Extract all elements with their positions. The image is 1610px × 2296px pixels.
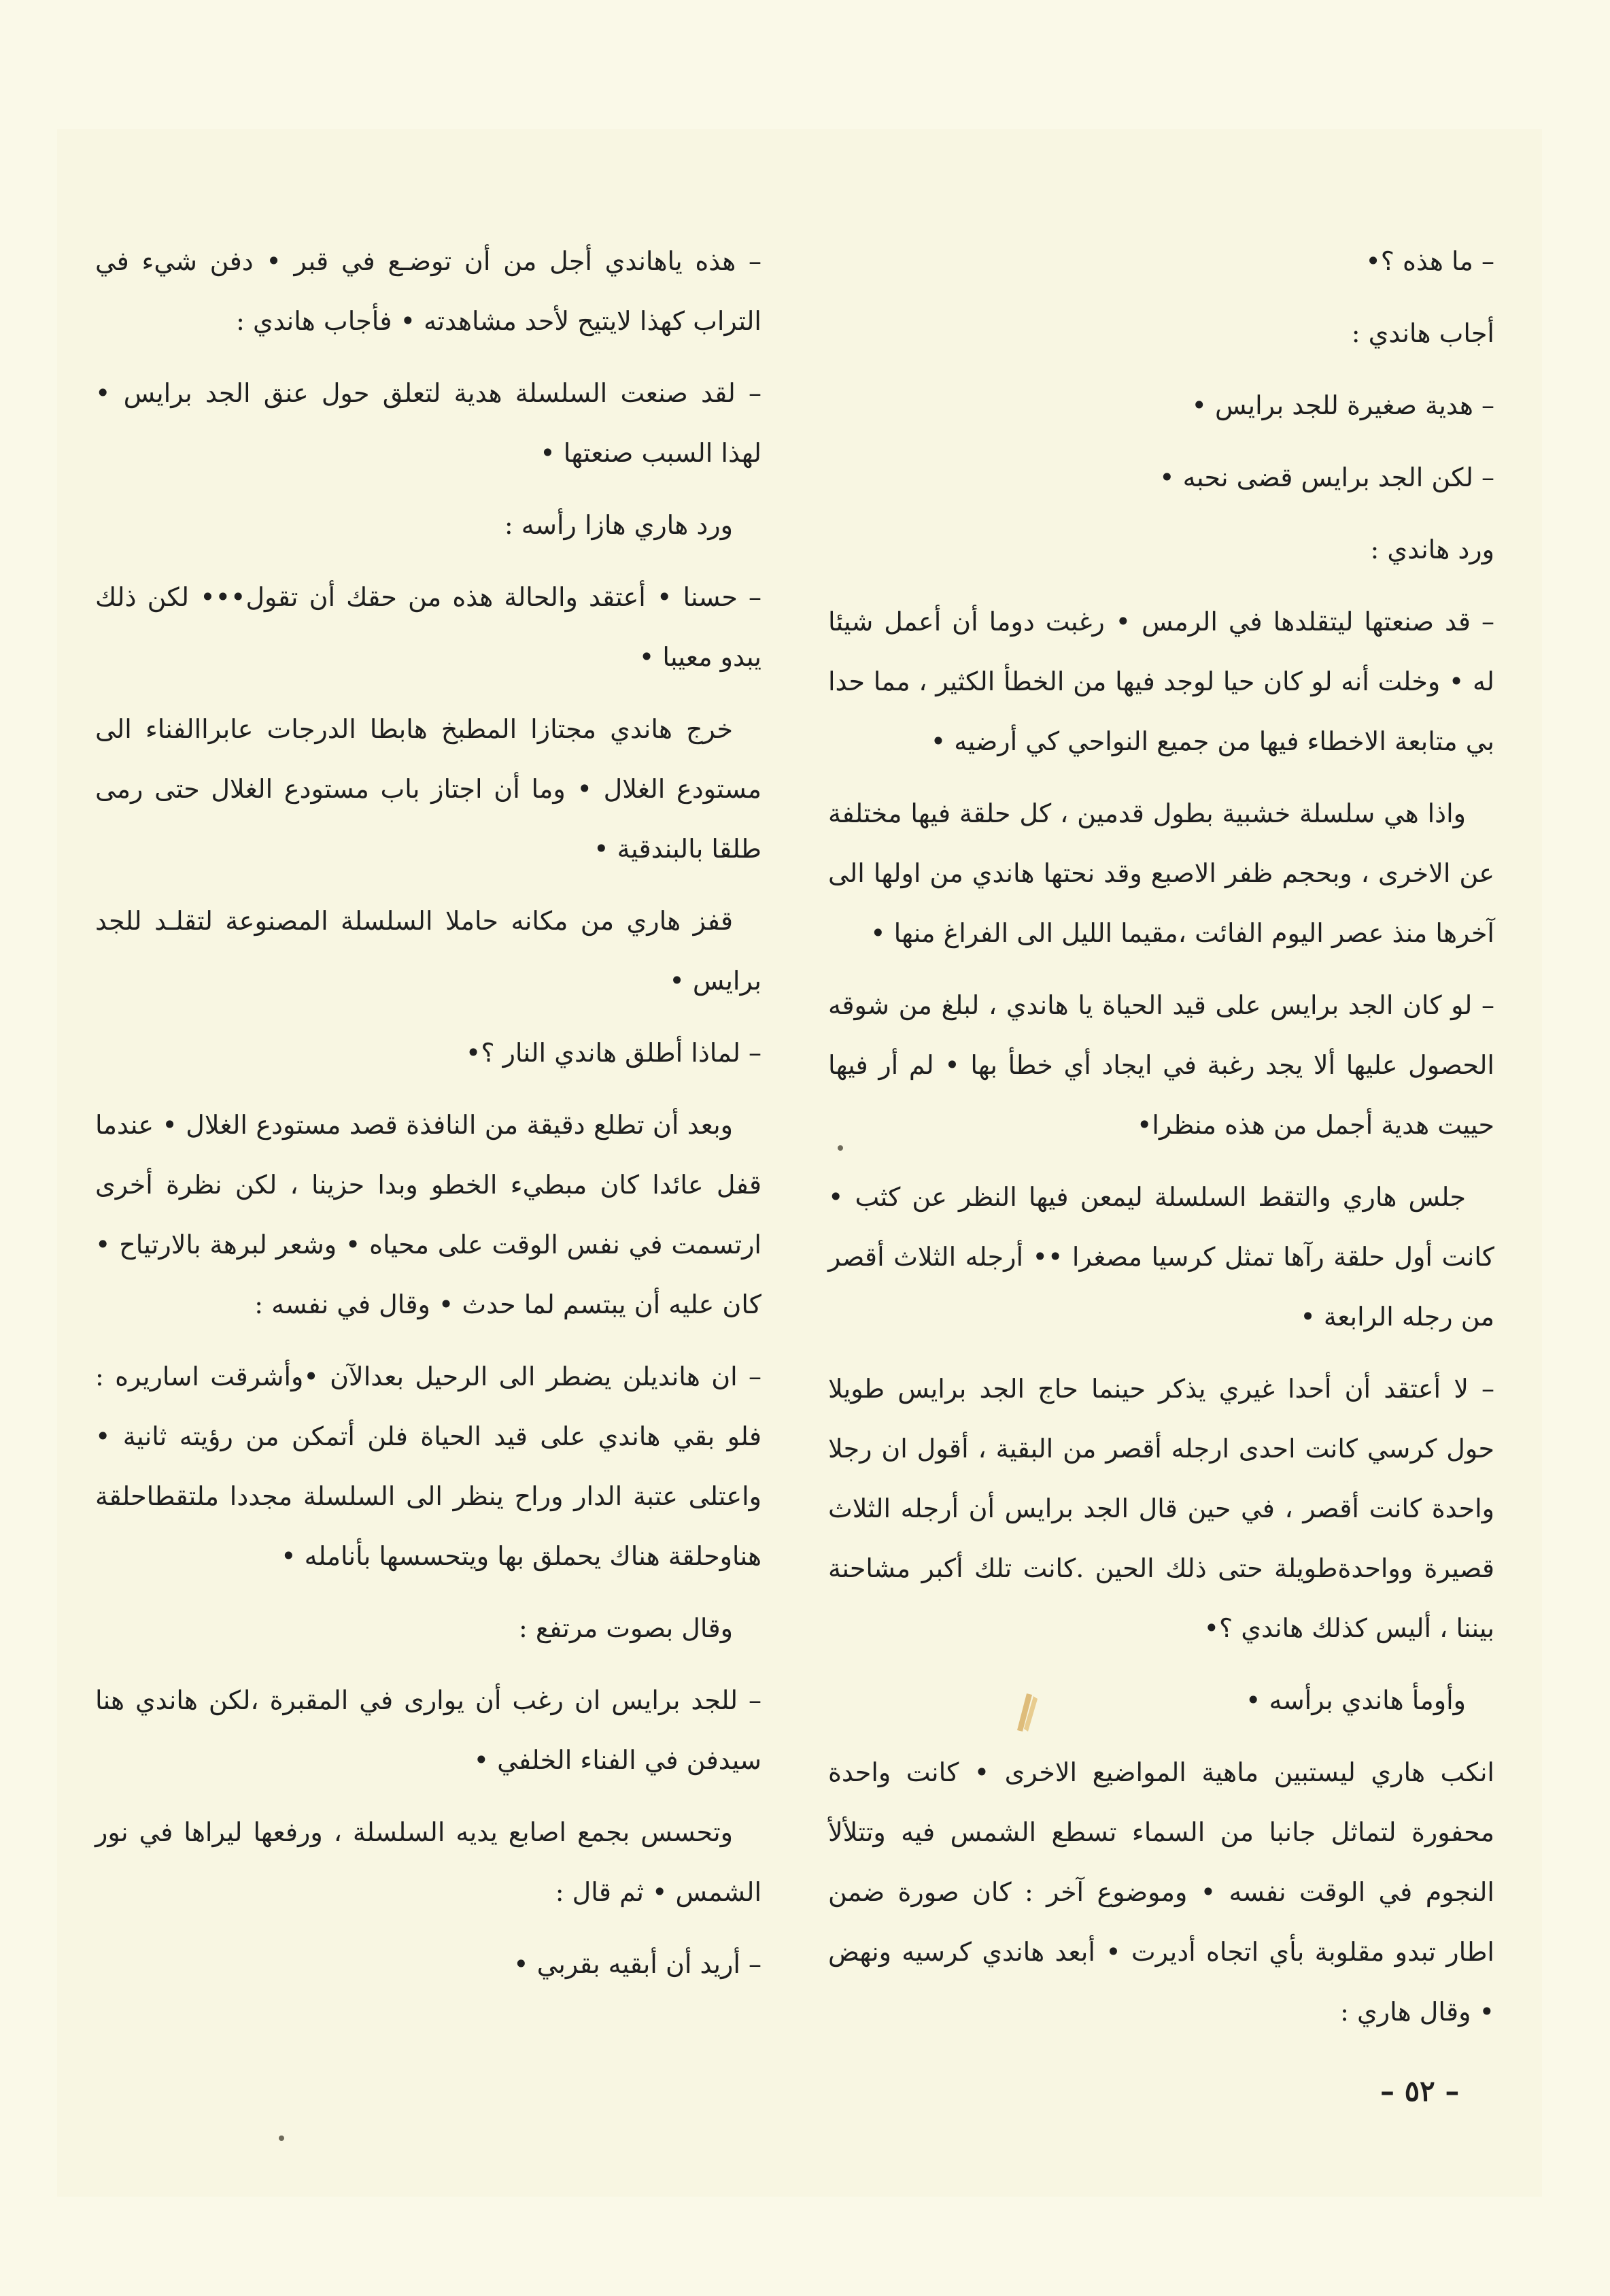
paragraph: – ما هذه ؟• <box>1365 246 1494 276</box>
paragraph: – ان هانديلن يضطر الى الرحيل بعدالآن •وأشرقت اساريره : فلو بقي هاندي على قيد الحياة فلن أتمكن من رؤيته ثانية • واعتلى عتبة الدار وراح ينظر الى السلسلة مجددا ملتقطاحلقة هناوحلقة هناك يحملق بها ويتحسسها بأنامله • <box>95 1362 761 1571</box>
ink-smudge-icon <box>1012 1689 1040 1734</box>
paragraph: وأومأ هاندي برأسه • <box>1245 1685 1466 1715</box>
paper-speck <box>279 2135 284 2141</box>
paragraph: – أريد أن أبقيه بقربي • <box>513 1949 761 1979</box>
paragraph: – لو كان الجد برايس على قيد الحياة يا هاندي ، لبلغ من شوقه الحصول عليها ألا يجد رغبة في ايجاد أي خطأ بها • لم أر فيها حييت هدية أجمل من هذه منظرا• <box>828 990 1494 1140</box>
paragraph: – لقد صنعت السلسلة هدية لتعلق حول عنق الجد برايس • لهذا السبب صنعتها • <box>95 378 761 468</box>
paper-speck <box>838 1145 843 1151</box>
left-text-column <box>95 231 761 2006</box>
paragraph: ورد هاري هازا رأسه : <box>504 510 733 540</box>
paragraph: – هدية صغيرة للجد برايس • <box>1191 390 1494 420</box>
paragraph: وقال بصوت مرتفع : <box>518 1613 733 1643</box>
paragraph: ورد هاندي : <box>1370 535 1494 564</box>
page-number: – ٥٢ – <box>1380 2074 1460 2108</box>
paragraph: قفز هاري من مكانه حاملا السلسلة المصنوعة لتقلـد للجد برايس • <box>95 906 761 996</box>
right-text-column <box>828 231 1494 2054</box>
paragraph: – حسنا • أعتقد والحالة هذه من حقك أن تقول••• لكن ذلك يبدو معيبا • <box>95 582 761 672</box>
paragraph: – لكن الجد برايس قضى نحبه • <box>1159 462 1494 492</box>
paragraph: – لا أعتقد أن أحدا غيري يذكر حينما حاج الجد برايس طويلا حول كرسي كانت احدى ارجله أقصر من البقية ، أقول ان رجلا واحدة كانت أقصر ، في حين قال الجد برايس أن أرجله الثلاث قصيرة وواحدةطويلة حتى ذلك الحين .كانت تلك أكبر مشاحنة بيننا ، أليس كذلك هاندي ؟• <box>828 1374 1494 1643</box>
paragraph: – للجد برايس ان رغب أن يوارى في المقبرة ،لكن هاندي هنا سيدفن في الفناء الخلفي • <box>95 1685 761 1775</box>
paragraph: انكب هاري ليستبين ماهية المواضيع الاخرى • كانت واحدة محفورة لتماثل جانبا من السماء تسطع الشمس فيه وتتلألأ النجوم في الوقت نفسه • وموضوع آخر : كان صورة ضمن اطار تبدو مقلوبة بأي اتجاه أديرت • أبعد هاندي كرسيه ونهض • وقال هاري : <box>828 1757 1494 2027</box>
paragraph: وتحسس بجمع اصابع يديه السلسلة ، ورفعها ليراها في نور الشمس • ثم قال : <box>95 1817 761 1907</box>
paragraph: – هذه ياهاندي أجل من أن توضـع في قبر • دفن شيء في التراب كهذا لايتيح لأحد مشاهدته • فأجاب هاندي : <box>95 246 761 336</box>
paragraph: وبعد أن تطلع دقيقة من النافذة قصد مستودع الغلال • عندما قفل عائدا كان مبطيء الخطو وبدا حزينا ، لكن نظرة أخرى ارتسمت في نفس الوقت على محياه • وشعر لبرهة بالارتياح • كان عليه أن يبتسم لما حدث • وقال في نفسه : <box>95 1110 761 1319</box>
paragraph: – قد صنعتها ليتقلدها في الرمس • رغبت دوما أن أعمل شيئا له • وخلت أنه لو كان حيا لوجد فيها من الخطأ الكثير ، مما حدا بي متابعة الاخطاء فيها من جميع النواحي كي أرضيه • <box>828 607 1494 756</box>
paragraph: أجاب هاندي : <box>1351 318 1494 348</box>
paragraph: خرج هاندي مجتازا المطبخ هابطا الدرجات عابراالفناء الى مستودع الغلال • وما أن اجتاز باب مستودع الغلال حتى رمى طلقا بالبندقية • <box>95 714 761 864</box>
paragraph: – لماذا أطلق هاندي النار ؟• <box>465 1038 761 1068</box>
paragraph: واذا هي سلسلة خشبية بطول قدمين ، كل حلقة فيها مختلفة عن الاخرى ، وبحجم ظفر الاصبع وقد نحتها هاندي من اولها الى آخرها منذ عصر اليوم الفائت ،مقيما الليل الى الفراغ منها • <box>828 798 1494 948</box>
paragraph: جلس هاري والتقط السلسلة ليمعن فيها النظر عن كثب • كانت أول حلقة رآها تمثل كرسيا مصغرا •• أرجله الثلاث أقصر من رجله الرابعة • <box>828 1182 1494 1332</box>
